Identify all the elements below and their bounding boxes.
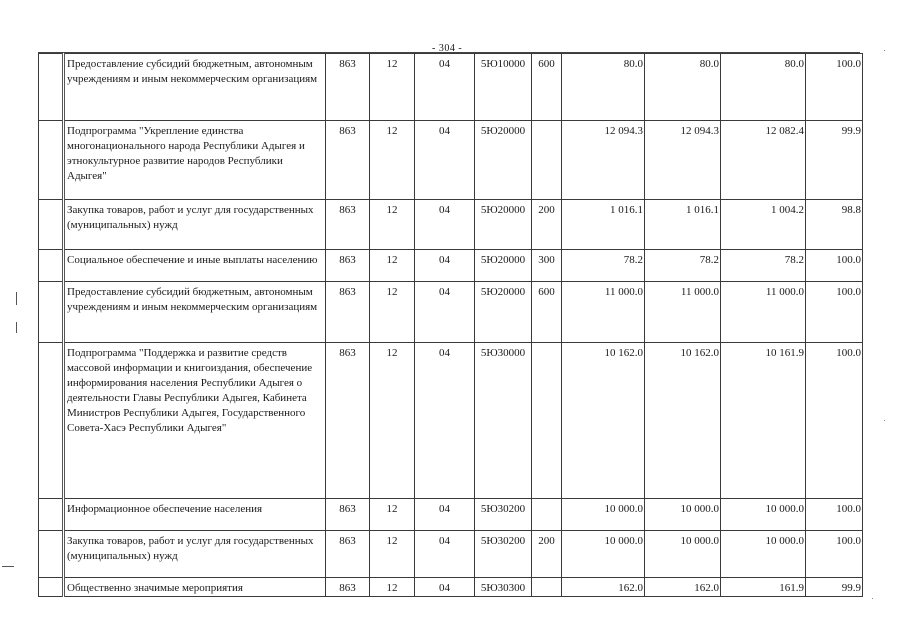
- row-executed: 1 004.2: [721, 200, 806, 250]
- table-row: [39, 121, 863, 200]
- table-row: [39, 250, 863, 282]
- row-section: 12: [370, 531, 415, 578]
- row-subsection: 04: [415, 250, 475, 282]
- row-plan: 10 162.0: [562, 343, 645, 499]
- row-plan: 11 000.0: [562, 282, 645, 343]
- row-spacer: [39, 250, 64, 282]
- table-row: [39, 578, 863, 597]
- row-target: 5Ю30200: [475, 531, 532, 578]
- table-row: [39, 499, 863, 531]
- row-executed: 80.0: [721, 54, 806, 121]
- row-name: Предоставление субсидий бюджетным, автономным учреждениям и иным некоммерческим организациям: [64, 54, 326, 121]
- scan-speck: [872, 598, 873, 599]
- row-expense: 200: [532, 531, 562, 578]
- row-percent: 100.0: [806, 343, 863, 499]
- row-expense: 200: [532, 200, 562, 250]
- row-plan: 80.0: [562, 54, 645, 121]
- row-spacer: [39, 531, 64, 578]
- row-executed: 11 000.0: [721, 282, 806, 343]
- table-row: [39, 200, 863, 250]
- row-subsection: 04: [415, 121, 475, 200]
- row-plan: 12 094.3: [562, 121, 645, 200]
- row-subsection: 04: [415, 343, 475, 499]
- row-refined: 10 000.0: [645, 531, 721, 578]
- scan-speck: [884, 50, 885, 51]
- row-ministry: 863: [326, 200, 370, 250]
- row-plan: 10 000.0: [562, 531, 645, 578]
- row-name: Подпрограмма "Укрепление единства многонационального народа Республики Адыгея и этнокультурное развитие народов Республики Адыгея": [64, 121, 326, 200]
- row-refined: 10 162.0: [645, 343, 721, 499]
- row-spacer: [39, 578, 64, 597]
- table-row: [39, 531, 863, 578]
- row-subsection: 04: [415, 200, 475, 250]
- row-executed: 10 000.0: [721, 499, 806, 531]
- row-plan: 1 016.1: [562, 200, 645, 250]
- row-spacer: [39, 343, 64, 499]
- row-percent: 100.0: [806, 250, 863, 282]
- row-ministry: 863: [326, 531, 370, 578]
- row-expense: 600: [532, 282, 562, 343]
- row-spacer: [39, 121, 64, 200]
- row-section: 12: [370, 250, 415, 282]
- row-executed: 161.9: [721, 578, 806, 597]
- row-target: 5Ю20000: [475, 282, 532, 343]
- row-spacer: [39, 282, 64, 343]
- row-expense: [532, 121, 562, 200]
- row-executed: 12 082.4: [721, 121, 806, 200]
- row-section: 12: [370, 282, 415, 343]
- row-target: 5Ю10000: [475, 54, 532, 121]
- budget-table: [38, 53, 863, 597]
- row-executed: 78.2: [721, 250, 806, 282]
- row-ministry: 863: [326, 499, 370, 531]
- row-percent: 99.9: [806, 578, 863, 597]
- scan-mark: [16, 322, 17, 333]
- row-expense: [532, 578, 562, 597]
- row-spacer: [39, 54, 64, 121]
- row-ministry: 863: [326, 343, 370, 499]
- row-ministry: 863: [326, 282, 370, 343]
- row-refined: 12 094.3: [645, 121, 721, 200]
- row-expense: 600: [532, 54, 562, 121]
- row-percent: 100.0: [806, 531, 863, 578]
- row-percent: 100.0: [806, 499, 863, 531]
- row-target: 5Ю20000: [475, 250, 532, 282]
- row-subsection: 04: [415, 499, 475, 531]
- row-target: 5Ю30200: [475, 499, 532, 531]
- row-percent: 100.0: [806, 54, 863, 121]
- scan-speck: [884, 420, 885, 421]
- row-refined: 80.0: [645, 54, 721, 121]
- row-subsection: 04: [415, 54, 475, 121]
- row-executed: 10 161.9: [721, 343, 806, 499]
- row-ministry: 863: [326, 121, 370, 200]
- row-section: 12: [370, 578, 415, 597]
- row-name: Подпрограмма "Поддержка и развитие средств массовой информации и книгоиздания, обеспечение информирования населения Республики Адыгея о деятельности Главы Республики Адыгея, Кабинета Министров Республики Адыгея, Государственного Совета-Хасэ Республики Адыгея": [64, 343, 326, 499]
- row-name: Социальное обеспечение и иные выплаты населению: [64, 250, 326, 282]
- row-section: 12: [370, 54, 415, 121]
- row-section: 12: [370, 121, 415, 200]
- scan-mark: [2, 566, 14, 567]
- row-refined: 1 016.1: [645, 200, 721, 250]
- row-name: Информационное обеспечение населения: [64, 499, 326, 531]
- row-target: 5Ю30000: [475, 343, 532, 499]
- row-name: Предоставление субсидий бюджетным, автономным учреждениям и иным некоммерческим организациям: [64, 282, 326, 343]
- row-section: 12: [370, 343, 415, 499]
- row-spacer: [39, 499, 64, 531]
- row-executed: 10 000.0: [721, 531, 806, 578]
- row-ministry: 863: [326, 54, 370, 121]
- row-section: 12: [370, 499, 415, 531]
- scan-mark: [16, 292, 17, 305]
- row-expense: 300: [532, 250, 562, 282]
- row-subsection: 04: [415, 282, 475, 343]
- table-row: [39, 54, 863, 121]
- row-expense: [532, 499, 562, 531]
- table-row: [39, 343, 863, 499]
- row-refined: 78.2: [645, 250, 721, 282]
- row-ministry: 863: [326, 578, 370, 597]
- row-section: 12: [370, 200, 415, 250]
- row-refined: 11 000.0: [645, 282, 721, 343]
- row-subsection: 04: [415, 578, 475, 597]
- row-plan: 10 000.0: [562, 499, 645, 531]
- row-percent: 99.9: [806, 121, 863, 200]
- row-subsection: 04: [415, 531, 475, 578]
- row-percent: 100.0: [806, 282, 863, 343]
- row-percent: 98.8: [806, 200, 863, 250]
- row-plan: 78.2: [562, 250, 645, 282]
- row-name: Закупка товаров, работ и услуг для государственных (муниципальных) нужд: [64, 200, 326, 250]
- row-spacer: [39, 200, 64, 250]
- page-number: - 304 -: [432, 43, 463, 54]
- row-expense: [532, 343, 562, 499]
- row-target: 5Ю30300: [475, 578, 532, 597]
- row-plan: 162.0: [562, 578, 645, 597]
- row-target: 5Ю20000: [475, 200, 532, 250]
- row-target: 5Ю20000: [475, 121, 532, 200]
- row-name: Общественно значимые мероприятия: [64, 578, 326, 597]
- table-row: [39, 282, 863, 343]
- row-refined: 162.0: [645, 578, 721, 597]
- row-name: Закупка товаров, работ и услуг для государственных (муниципальных) нужд: [64, 531, 326, 578]
- row-refined: 10 000.0: [645, 499, 721, 531]
- row-ministry: 863: [326, 250, 370, 282]
